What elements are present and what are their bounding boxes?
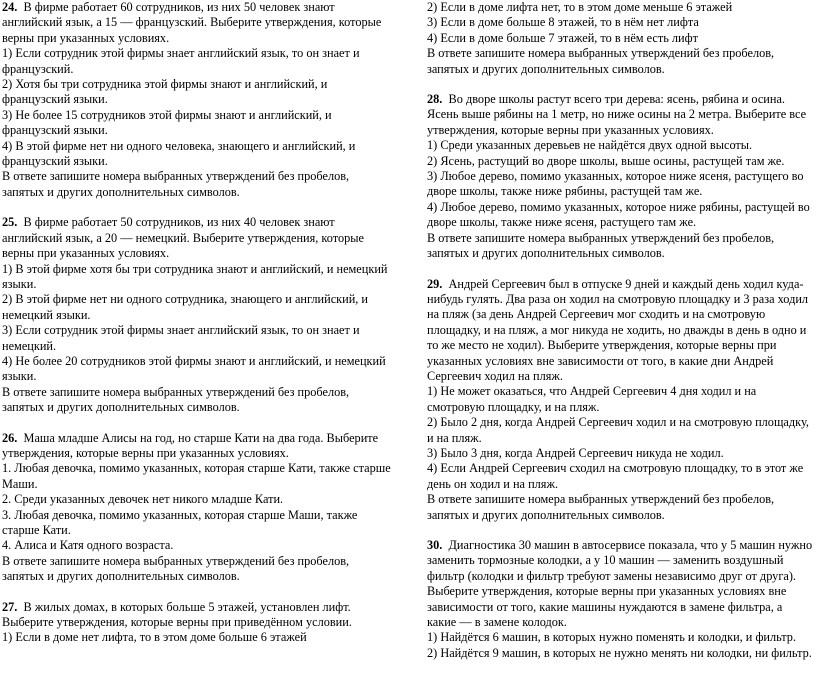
problem-intro: В фирме работает 60 сотрудников, из них 50 человек знают английский язык, а 15 — французский. Выберите утверждения, которые верны при указанных условиях.: [2, 0, 382, 45]
problem-block: [427, 538, 813, 661]
answer-option: 4) Любое дерево, помимо указанных, которое ниже рябины, растущей во дворе школы, также ниже ясеня, растущего там же.: [427, 199, 810, 230]
problem-statement: [427, 277, 813, 385]
problem-block: [427, 92, 813, 261]
problem-number: 26.: [2, 430, 18, 445]
problem-statement: [427, 92, 813, 138]
problem-block: [427, 0, 813, 77]
problem-block: [2, 0, 394, 200]
answer-option: 1) Найдётся 6 машин, в которых нужно поменять и колодки, и фильтр.: [427, 630, 797, 645]
answer-option: 3) Если сотрудник этой фирмы знает английский язык, то он знает и немецкий.: [2, 323, 360, 353]
problem-intro: Во дворе школы растут всего три дерева: ясень, рябина и осина. Ясень выше рябины на 1 метр, но ниже осины на 2 метра. Выберите все утверждения, которые верны при указанных условиях.: [427, 92, 807, 137]
answer-instruction: В ответе запишите номера выбранных утверждений без пробелов, запятых и других дополнительных символов.: [2, 384, 350, 415]
answer-option: 1. Любая девочка, помимо указанных, которая старше Кати, также старше Маши.: [2, 461, 391, 491]
answer-option: 2) Найдётся 9 машин, в которых не нужно менять ни колодки, ни фильтр.: [427, 645, 812, 660]
answer-option: 3. Любая девочка, помимо указанных, которая старше Маши, также старше Кати.: [2, 507, 358, 537]
answer-option: 2) Хотя бы три сотрудника этой фирмы знают и английский, и французский языки.: [2, 77, 328, 107]
answer-option: 4) Если в доме больше 7 этажей, то в нём есть лифт: [427, 30, 698, 45]
problem-block: [2, 600, 394, 646]
problem-statement: [427, 538, 813, 630]
answer-option: 1) Среди указанных деревьев не найдётся двух одной высоты.: [427, 138, 753, 153]
problem-number: 30.: [427, 538, 443, 552]
answer-option: 1) Если сотрудник этой фирмы знает английский язык, то он знает и французский.: [2, 46, 360, 76]
problem-number: 27.: [2, 599, 18, 614]
answer-option: 2) Если в доме лифта нет, то в этом доме меньше 6 этажей: [427, 0, 733, 14]
answer-option: 4. Алиса и Катя одного возраста.: [2, 538, 174, 553]
problem-intro: В фирме работает 50 сотрудников, из них 40 человек знают английский язык, а 20 — немецкий. Выберите утверждения, которые верны при указанных условиях.: [2, 215, 364, 261]
answer-instruction: В ответе запишите номера выбранных утверждений без пробелов, запятых и других дополнительных символов.: [2, 169, 350, 199]
problem-block: [2, 431, 394, 585]
answer-instruction: В ответе запишите номера выбранных утверждений без пробелов, запятых и других дополнительных символов.: [2, 553, 350, 584]
answer-option: 1) Не может оказаться, что Андрей Сергеевич 4 дня ходил и на смотровую площадку, и на пляж.: [427, 384, 757, 414]
problem-intro: Маша младше Алисы на год, но старше Кати на два года. Выберите утверждения, которые верны при указанных условиях.: [2, 430, 379, 460]
answer-option: 2. Среди указанных девочек нет никого младше Кати.: [2, 492, 284, 507]
answer-option: 2) Было 2 дня, когда Андрей Сергеевич ходил и на смотровую площадку, и на пляж.: [427, 415, 809, 445]
left-column: [2, 0, 394, 661]
problem-block: [427, 277, 813, 524]
answer-option: 3) Не более 15 сотрудников этой фирмы знают и английский, и французский языки.: [2, 107, 332, 138]
answer-option: 3) Любое дерево, помимо указанных, которое ниже ясеня, растущего во дворе школы, также ниже рябины, растущей там же.: [427, 169, 804, 199]
problem-number: 29.: [427, 276, 443, 291]
problem-intro: Андрей Сергеевич был в отпуске 9 дней и каждый день ходил куда-нибудь гулять. Два раза он ходил на смотровую площадку и 3 раза ходил на пляж (за день Андрей Сергеевич мог сходить и на смотровую площадку, и на пляж, а мог никуда не ходить, но дважды в день в одно и то же место не ходил). Выберите утверждения, которые верны при указанных условиях вне зависимости от того, в какие дни Андрей Сергеевич ходил на пляж.: [427, 276, 809, 383]
answer-option: 1) Если в доме нет лифта, то в этом доме больше 6 этажей: [2, 630, 307, 645]
answer-option: 4) В этой фирме нет ни одного человека, знающего и английский, и французский языки.: [2, 138, 356, 169]
problem-statement: [2, 431, 394, 462]
problem-intro: Диагностика 30 машин в автосервисе показала, что у 5 машин нужно заменить тормозные колодки, а у 10 машин — заменить воздушный фильтр (колодки и фильтр требуют замены независимо друг от друга). Выберите утверждения, которые верны при указанных условиях вне зависимости от того, какие машины нуждаются в замене фильтра, а какие — в замене колодок.: [427, 538, 813, 630]
answer-option: 2) Ясень, растущий во дворе школы, выше осины, растущей там же.: [427, 153, 785, 168]
answer-option: 3) Если в доме больше 8 этажей, то в нём нет лифта: [427, 15, 699, 30]
problem-statement: [2, 0, 394, 46]
problem-statement: [2, 215, 394, 261]
answer-instruction: В ответе запишите номера выбранных утверждений без пробелов, запятых и других дополнительных символов.: [427, 230, 775, 261]
answer-option: 3) Было 3 дня, когда Андрей Сергеевич никуда не ходил.: [427, 445, 724, 460]
right-column: [427, 0, 813, 676]
answer-option: 4) Не более 20 сотрудников этой фирмы знают и английский, и немецкий языки.: [2, 353, 386, 384]
answer-instruction: В ответе запишите номера выбранных утверждений без пробелов, запятых и других дополнительных символов.: [427, 46, 775, 76]
problem-number: 24.: [2, 0, 18, 14]
problem-number: 28.: [427, 92, 443, 107]
answer-option: 1) В этой фирме хотя бы три сотрудника знают и английский, и немецкий языки.: [2, 261, 388, 291]
problem-statement: [2, 600, 394, 631]
answer-instruction: В ответе запишите номера выбранных утверждений без пробелов, запятых и других дополнительных символов.: [427, 492, 775, 522]
problem-block: [2, 215, 394, 415]
problem-intro: В жилых домах, в которых больше 5 этажей, установлен лифт. Выберите утверждения, которые верны при приведённом условии.: [2, 599, 352, 630]
answer-option: 2) В этой фирме нет ни одного сотрудника, знающего и английский, и немецкий языки.: [2, 292, 369, 322]
problem-number: 25.: [2, 215, 18, 230]
answer-option: 4) Если Андрей Сергеевич сходил на смотровую площадку, то в этот же день он ходил и на пляж.: [427, 461, 804, 491]
